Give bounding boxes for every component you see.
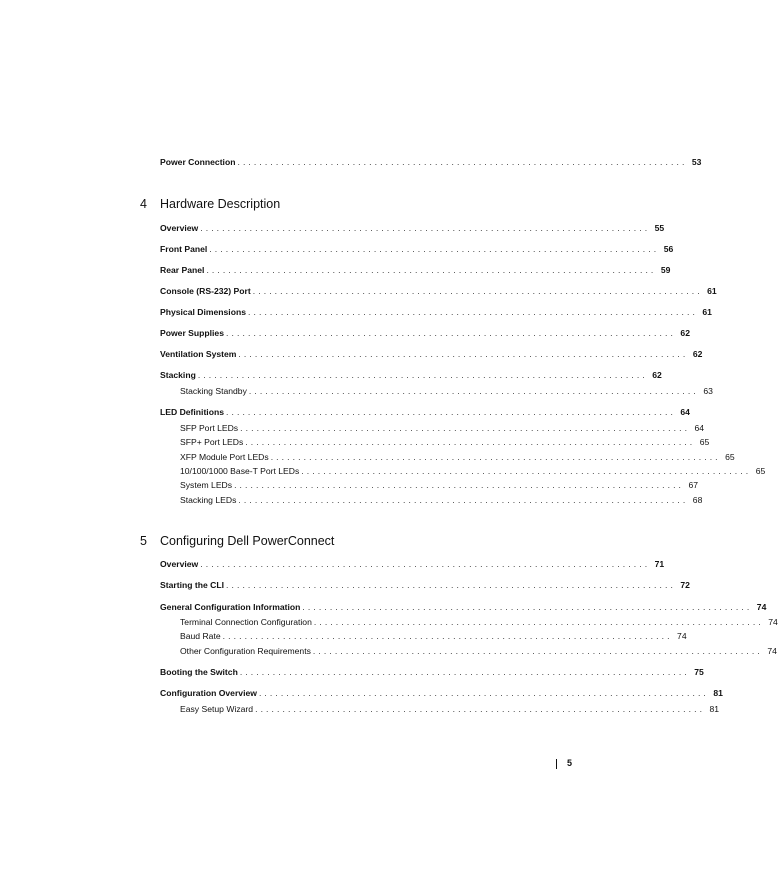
- chapter-number: 5: [140, 534, 147, 548]
- toc-entry-page: 64: [694, 423, 705, 433]
- toc-entry-title: SFP+ Port LEDs: [180, 437, 244, 447]
- toc-entry-front-panel[interactable]: [160, 243, 674, 255]
- toc-entry-title: XFP Module Port LEDs: [180, 452, 269, 462]
- toc-entry-general-configuration-information[interactable]: [160, 601, 767, 613]
- dot-leader: ..................................................................................: [200, 559, 651, 569]
- page-number: 5: [567, 758, 573, 768]
- toc-entry-title: Baud Rate: [180, 631, 221, 641]
- toc-entry-page: 72: [680, 580, 690, 590]
- toc-entry-title: Stacking Standby: [180, 386, 247, 396]
- dot-leader: ..................................................................................: [225, 580, 676, 590]
- dot-leader: ..................................................................................: [206, 265, 657, 275]
- toc-entry-overview[interactable]: [160, 222, 665, 234]
- toc-entry-page: 71: [654, 559, 665, 569]
- dot-leader: ..................................................................................: [238, 349, 689, 359]
- toc-entry-title: Front Panel: [160, 244, 208, 254]
- toc-entry-page: 74: [767, 646, 777, 656]
- dot-leader: ..................................................................................: [197, 370, 648, 380]
- dot-leader: ..................................................................................: [222, 631, 673, 641]
- dot-leader: ..................................................................................: [301, 466, 752, 476]
- toc-entry-title: System LEDs: [180, 480, 233, 490]
- toc-entry-page: 81: [713, 688, 723, 698]
- toc-entry-page: 67: [688, 480, 699, 490]
- toc-entry-title: 10/100/1000 Base-T Port LEDs: [180, 466, 300, 476]
- dot-leader: ..................................................................................: [226, 328, 676, 338]
- toc-subentry-sfp-plus-port-leds[interactable]: [180, 436, 710, 448]
- toc-entry-page: 62: [680, 328, 690, 338]
- toc-subentry-base-t-port-leds[interactable]: [180, 465, 766, 477]
- dot-leader: ..................................................................................: [237, 157, 688, 167]
- dot-leader: ..................................................................................: [248, 386, 699, 396]
- toc-entry-title: Console (RS-232) Port: [160, 286, 251, 296]
- chapter-title: Configuring Dell PowerConnect: [160, 534, 335, 548]
- toc-entry-title: General Configuration Information: [160, 602, 301, 612]
- toc-subentry-other-configuration-requirements[interactable]: [180, 645, 777, 657]
- dot-leader: ..................................................................................: [312, 646, 763, 656]
- toc-subentry-stacking-standby[interactable]: [180, 385, 713, 397]
- toc-subentry-easy-setup-wizard[interactable]: [180, 703, 720, 715]
- chapter-title: Hardware Description: [160, 197, 281, 211]
- dot-leader: ..................................................................................: [270, 452, 721, 462]
- dot-leader: ..................................................................................: [245, 437, 696, 447]
- footer-separator: [556, 759, 557, 769]
- toc-entry-stacking[interactable]: [160, 369, 662, 381]
- toc-entry-title: Booting the Switch: [160, 667, 238, 677]
- toc-entry-console-port[interactable]: [160, 285, 717, 297]
- toc-entry-page: 55: [654, 223, 665, 233]
- dot-leader: ..................................................................................: [240, 423, 691, 433]
- toc-entry-overview[interactable]: [160, 558, 665, 570]
- toc-entry-title: Overview: [160, 559, 199, 569]
- toc-entry-power-supplies[interactable]: [160, 327, 690, 339]
- toc-entry-title: Stacking LEDs: [180, 495, 237, 505]
- toc-entry-configuration-overview[interactable]: [160, 687, 723, 699]
- dot-leader: ..................................................................................: [252, 286, 703, 296]
- toc-entry-page: 61: [702, 307, 712, 317]
- dot-leader: ..................................................................................: [234, 480, 685, 490]
- toc-subentry-terminal-connection-configuration[interactable]: [180, 616, 778, 628]
- dot-leader: ..................................................................................: [200, 223, 651, 233]
- toc-entry-page: 53: [691, 157, 702, 167]
- toc-entry-title: SFP Port LEDs: [180, 423, 239, 433]
- toc-entry-rear-panel[interactable]: [160, 264, 671, 276]
- toc-entry-title: Starting the CLI: [160, 580, 224, 590]
- toc-entry-title: Power Supplies: [160, 328, 224, 338]
- toc-entry-page: 81: [709, 704, 720, 714]
- dot-leader: ..................................................................................: [238, 495, 689, 505]
- toc-entry-page: 74: [756, 602, 767, 612]
- toc-entry-page: 61: [707, 286, 717, 296]
- toc-entry-booting-the-switch[interactable]: [160, 666, 704, 678]
- toc-subentry-stacking-leds[interactable]: [180, 494, 703, 506]
- toc-entry-title: LED Definitions: [160, 407, 224, 417]
- toc-entry-title: Stacking: [160, 370, 196, 380]
- dot-leader: ..................................................................................: [258, 688, 709, 698]
- toc-subentry-xfp-module-port-leds[interactable]: [180, 451, 735, 463]
- dot-leader: ..................................................................................: [225, 407, 676, 417]
- dot-leader: ..................................................................................: [313, 617, 764, 627]
- toc-entry-page: 63: [703, 386, 713, 396]
- toc-entry-title: Physical Dimensions: [160, 307, 246, 317]
- dot-leader: ..................................................................................: [239, 667, 690, 677]
- toc-entry-page: 74: [768, 617, 778, 627]
- toc-entry-page: 75: [694, 667, 704, 677]
- toc-entry-page: 74: [677, 631, 687, 641]
- toc-entry-title: Power Connection: [160, 157, 236, 167]
- toc-entry-title: Rear Panel: [160, 265, 205, 275]
- toc-entry-page: 62: [692, 349, 703, 359]
- toc-entry-title: Overview: [160, 223, 199, 233]
- toc-entry-page: 62: [652, 370, 662, 380]
- chapter-heading-4: [140, 196, 280, 212]
- toc-entry-title: Other Configuration Requirements: [180, 646, 311, 656]
- toc-entry-led-definitions[interactable]: [160, 406, 690, 418]
- toc-entry-title: Configuration Overview: [160, 688, 257, 698]
- dot-leader: ..................................................................................: [302, 602, 753, 612]
- toc-entry-page: 65: [699, 437, 710, 447]
- toc-entry-page: 56: [663, 244, 674, 254]
- toc-entry-page: 64: [680, 407, 690, 417]
- toc-entry-power-connection[interactable]: [160, 156, 702, 168]
- dot-leader: ..................................................................................: [247, 307, 698, 317]
- toc-entry-ventilation-system[interactable]: [160, 348, 703, 360]
- dot-leader: ..................................................................................: [209, 244, 660, 254]
- toc-entry-title: Easy Setup Wizard: [180, 704, 254, 714]
- chapter-heading-5: [140, 533, 334, 549]
- toc-subentry-baud-rate[interactable]: [180, 630, 687, 642]
- dot-leader: ..................................................................................: [255, 704, 706, 714]
- toc-subentry-system-leds[interactable]: [180, 479, 699, 491]
- toc-entry-page: 68: [692, 495, 703, 505]
- toc-entry-page: 65: [755, 466, 766, 476]
- toc-subentry-sfp-port-leds[interactable]: [180, 422, 705, 434]
- toc-entry-physical-dimensions[interactable]: [160, 306, 712, 318]
- toc-entry-page: 65: [725, 452, 735, 462]
- toc-entry-page: 59: [660, 265, 671, 275]
- toc-entry-starting-the-cli[interactable]: [160, 579, 690, 591]
- chapter-number: 4: [140, 197, 147, 211]
- toc-entry-title: Ventilation System: [160, 349, 237, 359]
- toc-entry-title: Terminal Connection Configuration: [180, 617, 312, 627]
